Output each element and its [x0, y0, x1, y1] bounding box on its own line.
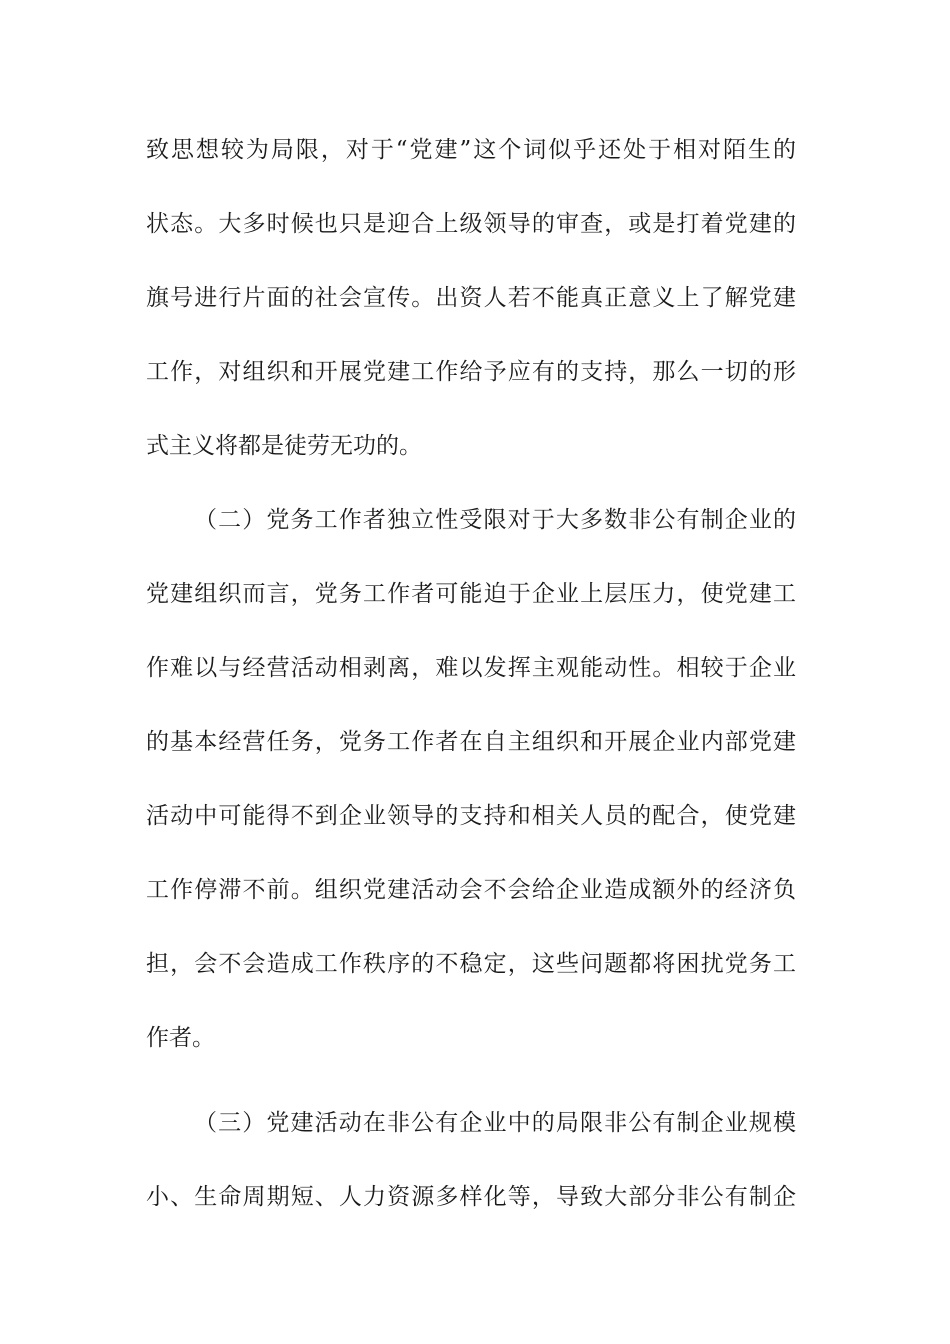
paragraph-line: 活动中可能得不到企业领导的支持和相关人员的配合，使党建: [146, 803, 796, 829]
paragraph-line: 工作，对组织和开展党建工作给予应有的支持，那么一切的形: [146, 359, 796, 385]
section-heading-line: （三）党建活动在非公有企业中的局限非公有制企业规模: [194, 1110, 796, 1136]
paragraph-line: 小、生命周期短、人力资源多样化等，导致大部分非公有制企: [146, 1184, 796, 1210]
paragraph-line: 作者。: [146, 1025, 215, 1051]
paragraph-line: 党建组织而言，党务工作者可能迫于企业上层压力，使党建工: [146, 581, 796, 607]
paragraph-line: 工作停滞不前。组织党建活动会不会给企业造成额外的经济负: [146, 877, 796, 903]
paragraph-line: 作难以与经营活动相剥离，难以发挥主观能动性。相较于企业: [146, 655, 796, 681]
section-heading-line: （二）党务工作者独立性受限对于大多数非公有制企业的: [194, 507, 796, 533]
paragraph-line: 致思想较为局限，对于“党建”这个词似乎还处于相对陌生的: [146, 137, 796, 163]
paragraph-line: 状态。大多时候也只是迎合上级领导的审查，或是打着党建的: [146, 211, 796, 237]
paragraph-line: 的基本经营任务，党务工作者在自主组织和开展企业内部党建: [146, 729, 796, 755]
paragraph-line: 担，会不会造成工作秩序的不稳定，这些问题都将困扰党务工: [146, 951, 796, 977]
paragraph-line: 旗号进行片面的社会宣传。出资人若不能真正意义上了解党建: [146, 285, 796, 311]
paragraph-line: 式主义将都是徒劳无功的。: [146, 433, 422, 459]
